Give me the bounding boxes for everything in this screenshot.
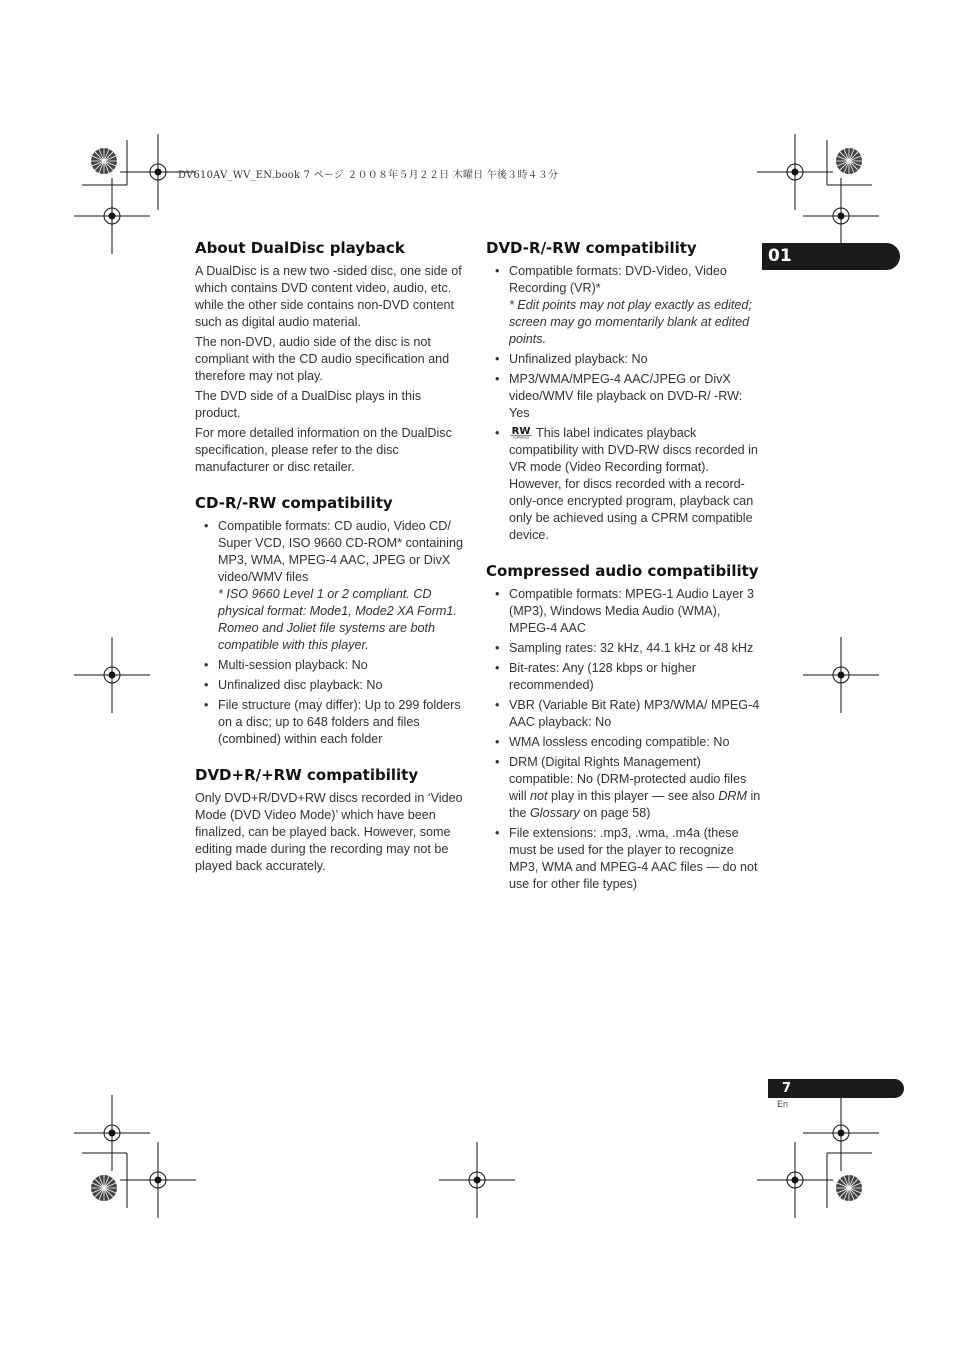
audio-item-bitrates: • Bit-rates: Any (128 kbps or higher recommended) xyxy=(486,660,762,694)
cdr-list xyxy=(195,518,467,748)
dualdisc-para-1: A DualDisc is a new two -sided disc, one side of which contains DVD content video, audio, etc. while the other side contains non-DVD content such as digital audio material. xyxy=(195,264,462,329)
dvdr-item-formats xyxy=(486,263,762,348)
audio-item-extensions: • File extensions: .mp3, .wma, .m4a (these must be used for the player to recognize MP3, WMA and MPEG-4 AAC files — do not use for other file types) xyxy=(486,825,762,893)
cdr-item-multisession: • Multi-session playback: No xyxy=(195,657,467,674)
dualdisc-para-4: For more detailed information on the DualDisc specification, please refer to the disc manufacturer or disc retailer. xyxy=(195,426,452,474)
dvdr-item-rw-label xyxy=(486,425,762,544)
drm-text-glossary: Glossary xyxy=(530,806,580,820)
audio-item-drm xyxy=(486,754,762,822)
dvdr-item-unfinalized: • Unfinalized playback: No xyxy=(486,351,762,368)
rw-label-text: This label indicates playback compatibility with DVD-RW discs recorded in VR mode (Video Recording format). However, for discs recorded with a record-only-once encrypted program, playback can only be achieved using a CPRM compatible device. xyxy=(509,426,758,542)
audio-item-wma-lossless: • WMA lossless encoding compatible: No xyxy=(486,734,762,751)
dvdr-formats-text: Compatible formats: DVD-Video, Video Recording (VR)* xyxy=(509,264,727,295)
dvdplus-para: Only DVD+R/DVD+RW discs recorded in ‘Video Mode (DVD Video Mode)’ which have been finalized, can be played back. However, some editing made during the recording may not be played back accurately. xyxy=(195,791,463,873)
rw-logo-text: • RW xyxy=(511,426,531,437)
drm-text-drm: DRM xyxy=(718,789,747,803)
dualdisc-para-2: The non-DVD, audio side of the disc is not compliant with the CD audio specification and therefore may not play. xyxy=(195,335,450,383)
rw-compatible-logo-icon xyxy=(509,425,533,439)
dvdr-list xyxy=(486,263,762,544)
drm-text-7: on page 58) xyxy=(579,806,651,820)
drm-text-not: not xyxy=(530,789,548,803)
drm-text-3: play in this player — see also xyxy=(547,789,719,803)
dualdisc-para-3: The DVD side of a DualDisc plays in this product. xyxy=(195,389,422,420)
dvdr-item-file-playback: • MP3/WMA/MPEG-4 AAC/JPEG or DivX video/WMV file playback on DVD-R/ -RW: Yes xyxy=(486,371,762,422)
cdr-item-unfinalized: • Unfinalized disc playback: No xyxy=(195,677,467,694)
cdr-item-file-structure: • File structure (may differ): Up to 299 folders on a disc; up to 648 folders and files (combined) within each folder xyxy=(195,697,467,748)
chapter-number-tab: 01 xyxy=(762,243,900,270)
cdr-formats-text: Compatible formats: CD audio, Video CD/ Super VCD, ISO 9660 CD-ROM* containing MP3, WMA, MPEG-4 AAC, JPEG or DivX video/WMV files xyxy=(218,519,463,584)
page-number-tab: 7 xyxy=(768,1079,904,1098)
page-language: En xyxy=(777,1099,789,1109)
audio-item-formats: • Compatible formats: MPEG-1 Audio Layer 3 (MP3), Windows Media Audio (WMA), MPEG-4 AAC xyxy=(486,586,762,637)
print-info-header: DV610AV_WV_EN.book 7 ページ ２００８年５月２２日 木曜日 午後３時４３分 xyxy=(178,170,559,181)
drm-text-5: in the xyxy=(509,789,761,820)
dvdr-heading: DVD-R/-RW compatibility xyxy=(486,239,697,257)
cdr-formats-note: * ISO 9660 Level 1 or 2 compliant. CD physical format: Mode1, Mode2 XA Form1. Romeo and Joliet file systems are both compatible with this player. xyxy=(218,587,457,652)
cdr-heading: CD-R/-RW compatibility xyxy=(195,494,393,512)
right-column xyxy=(486,238,762,896)
audio-item-sampling: • Sampling rates: 32 kHz, 44.1 kHz or 48 kHz xyxy=(486,640,762,657)
audio-list xyxy=(486,586,762,893)
dvdr-formats-note: * Edit points may not play exactly as edited; screen may go momentarily blank at edited points. xyxy=(509,298,752,346)
drm-text-1: DRM (Digital Rights Management) compatible: No (DRM-protected audio files will xyxy=(509,755,747,803)
left-column xyxy=(195,238,467,878)
rw-logo-subtext: COMPATIBLE xyxy=(512,436,530,439)
audio-item-vbr: • VBR (Variable Bit Rate) MP3/WMA/ MPEG-4 AAC playback: No xyxy=(486,697,762,731)
dvdplus-heading: DVD+R/+RW compatibility xyxy=(195,766,419,784)
dualdisc-heading: About DualDisc playback xyxy=(195,239,405,257)
audio-heading: Compressed audio compatibility xyxy=(486,562,759,580)
cdr-item-formats xyxy=(195,518,467,654)
